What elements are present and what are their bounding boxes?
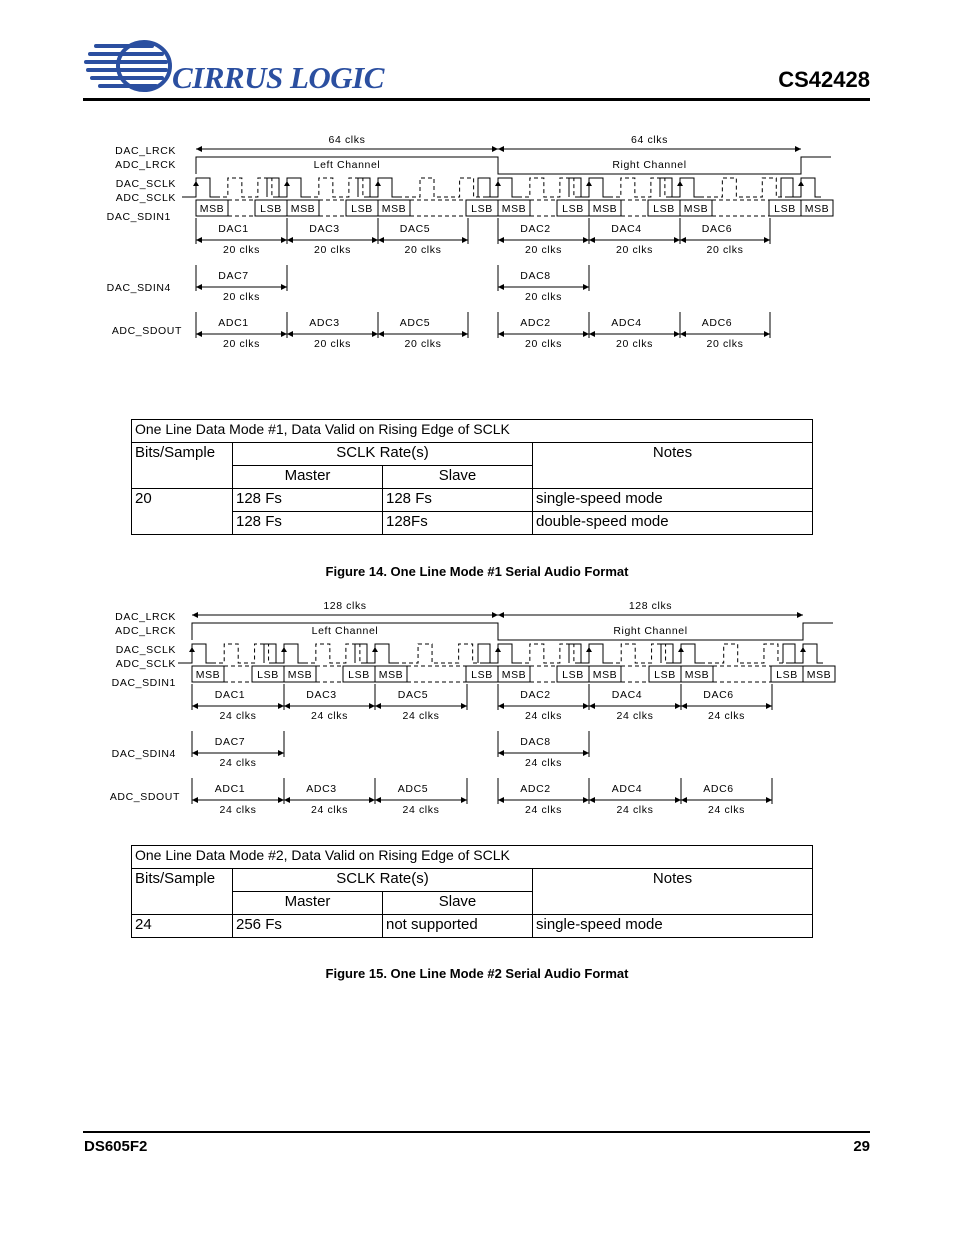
part-number: CS42428 [778, 67, 870, 92]
signal-label-dac-lrck: DAC_LRCK [115, 145, 176, 157]
sclk-pulse [273, 178, 307, 197]
sdin1-slot-label: DAC1 [214, 689, 246, 701]
sdin4-slot-arrow-head-right [281, 284, 287, 290]
spec-table-mode1 [131, 419, 813, 535]
msb-label: MSB [684, 669, 710, 681]
sdin1-slot-label: DAC3 [306, 689, 337, 701]
sclk-rising-arrow [586, 181, 592, 186]
sclk-pulse [484, 644, 518, 663]
sclk-pulse [666, 178, 700, 197]
sdout-slot-label: ADC1 [214, 783, 246, 795]
sclk-pulse [575, 178, 609, 197]
sclk-rising-arrow [372, 647, 378, 652]
sclk-rising-arrow [495, 181, 501, 186]
sdin4-slot-arrow-head-left [498, 284, 504, 290]
sdout-slot-label: ADC2 [520, 783, 551, 795]
signal-label-dac-sclk: DAC_SCLK [115, 178, 176, 190]
sdin1-slot-arrow-head-right [764, 237, 770, 243]
right-clks-label: 64 clks [631, 134, 668, 146]
sdout-slot-clks: 24 clks [311, 804, 348, 816]
sclk-dashed-segment [518, 178, 575, 197]
sdin1-slot-arrow-head-left [589, 237, 595, 243]
sclk-pulse [364, 178, 398, 197]
cell-slave: 128Fs [383, 512, 533, 535]
sdin1-slot-arrow-head-left [498, 703, 504, 709]
sclk-rising-arrow [798, 181, 804, 186]
sdin4-slot-clks: 24 clks [525, 757, 562, 769]
sdout-slot-clks: 24 clks [708, 804, 745, 816]
signal-label-dac-lrck: DAC_LRCK [115, 611, 176, 623]
sdin4-slot-label: DAC7 [214, 736, 246, 748]
right-clks-arrow-head-right [795, 146, 801, 152]
left-channel-label: Left Channel [311, 625, 379, 637]
sdin4-slot-arrow-head-right [583, 284, 589, 290]
table-title: One Line Data Mode #1, Data Valid on Rising Edge of SCLK [132, 420, 813, 443]
cell-notes: single-speed mode [533, 915, 813, 938]
sdin1-slot-clks: 24 clks [616, 710, 654, 722]
sdout-slot-arrow-head-left [284, 797, 290, 803]
col-notes-header: Notes [533, 443, 813, 489]
lsb-label: LSB [562, 203, 584, 215]
sclk-rising-arrow [678, 647, 684, 652]
sclk-pulse [361, 644, 395, 663]
sdout-slot-label: ADC1 [218, 317, 249, 329]
figure-caption: Figure 15. One Line Mode #2 Serial Audio Format [325, 966, 629, 981]
sdout-slot-clks: 24 clks [219, 804, 257, 816]
sdin1-slot-arrow-head-right [766, 703, 772, 709]
col-slave-header: Slave [383, 892, 533, 915]
col-master-header: Master [233, 892, 383, 915]
sdout-slot-arrow-head-right [583, 331, 589, 337]
msb-label: MSB [592, 669, 618, 681]
sdin1-slot-clks: 24 clks [311, 710, 348, 722]
cell-slave: not supported [383, 915, 533, 938]
left-clks-arrow-head-left [192, 612, 198, 618]
sdin1-slot-clks: 24 clks [402, 710, 440, 722]
sdin1-slot-arrow-head-left [589, 703, 595, 709]
sdin1-slot-arrow-head-right [278, 703, 284, 709]
sdout-slot-clks: 20 clks [223, 338, 260, 350]
signal-label-dac-sdin4: DAC_SDIN4 [111, 748, 176, 760]
sclk-lsb-pulse [478, 178, 490, 197]
lsb-label: LSB [774, 203, 796, 215]
sclk-lsb-pulse [478, 644, 490, 663]
sdin4-slot-arrow-head-left [196, 284, 202, 290]
sclk-lsb-pulse [569, 178, 581, 197]
sdout-slot-arrow-head-left [498, 797, 504, 803]
sdin1-slot-label: DAC5 [397, 689, 429, 701]
signal-label-adc-lrck: ADC_LRCK [115, 625, 176, 637]
sclk-rising-arrow [586, 647, 592, 652]
sdout-slot-arrow-head-right [369, 797, 375, 803]
sclk-pulse [787, 178, 821, 197]
sclk-rising-arrow [189, 647, 195, 652]
sdin1-slot-label: DAC4 [611, 689, 643, 701]
table-row [132, 915, 813, 938]
msb-label: MSB [501, 669, 527, 681]
sdin1-slot-arrow-head-right [583, 237, 589, 243]
cell-master: 128 Fs [233, 512, 383, 535]
msb-label: MSB [290, 203, 316, 215]
sdout-slot-arrow-head-right [675, 797, 681, 803]
sclk-dashed-segment [398, 178, 484, 197]
left-clks-arrow-head-right [492, 612, 498, 618]
sclk-pulse [667, 644, 701, 663]
signal-label-dac-sdin1: DAC_SDIN1 [106, 211, 171, 223]
right-clks-arrow-head-left [498, 612, 504, 618]
msb-label: MSB [804, 203, 830, 215]
sdout-slot-clks: 24 clks [616, 804, 654, 816]
sclk-lsb-pulse [661, 644, 673, 663]
cell-slave: 128 Fs [383, 489, 533, 512]
sdout-slot-arrow-head-left [192, 797, 198, 803]
sdout-slot-arrow-head-left [681, 797, 687, 803]
sdout-slot-label: ADC5 [397, 783, 429, 795]
signal-label-adc-sdout: ADC_SDOUT [111, 325, 182, 337]
sclk-rising-arrow [375, 181, 381, 186]
sdin1-slot-arrow-head-left [196, 237, 202, 243]
sdout-slot-arrow-head-left [589, 331, 595, 337]
sdout-slot-clks: 20 clks [404, 338, 442, 350]
sclk-rising-arrow [800, 647, 806, 652]
sclk-dashed-segment [609, 644, 667, 663]
lrck-waveform [192, 623, 833, 640]
sclk-dashed-segment [701, 644, 789, 663]
sclk-lsb-pulse [264, 644, 276, 663]
sdin1-slot-label: DAC3 [309, 223, 340, 235]
table-row [132, 489, 813, 512]
sclk-pulse [789, 644, 823, 663]
msb-label: MSB [195, 669, 221, 681]
left-clks-label: 128 clks [323, 600, 367, 612]
sdin1-slot-label: DAC4 [611, 223, 642, 235]
timing-diagram-mode2 [0, 596, 954, 826]
sdin1-slot-clks: 20 clks [223, 244, 260, 256]
sdin1-slot-clks: 20 clks [616, 244, 653, 256]
sdin1-slot-arrow-head-left [378, 237, 384, 243]
sclk-dashed-segment [395, 644, 484, 663]
sclk-dashed-segment [609, 178, 666, 197]
msb-label: MSB [806, 669, 832, 681]
sdin1-slot-label: DAC1 [218, 223, 249, 235]
sclk-lsb-pulse [660, 178, 672, 197]
cell-bits: 20 [132, 489, 233, 535]
lsb-label: LSB [776, 669, 798, 681]
sdin1-slot-label: DAC6 [703, 689, 734, 701]
sdout-slot-label: ADC6 [703, 783, 734, 795]
sdin4-slot-clks: 24 clks [219, 757, 257, 769]
sclk-pulse [484, 178, 518, 197]
col-slave-header: Slave [383, 466, 533, 489]
sdout-slot-arrow-head-left [375, 797, 381, 803]
sdin1-slot-arrow-head-left [284, 703, 290, 709]
sdin1-slot-arrow-head-right [675, 703, 681, 709]
sdin1-slot-label: DAC2 [520, 223, 551, 235]
sdout-slot-label: ADC3 [306, 783, 337, 795]
sdout-slot-label: ADC4 [611, 783, 643, 795]
sdin1-slot-label: DAC5 [399, 223, 431, 235]
col-sclk-header: SCLK Rate(s) [233, 443, 533, 466]
left-clks-arrow-head-left [196, 146, 202, 152]
msb-label: MSB [287, 669, 313, 681]
sdout-slot-arrow-head-right [278, 797, 284, 803]
doc-id: DS605F2 [84, 1138, 148, 1155]
sdin1-slot-arrow-head-right [462, 237, 468, 243]
sdin1-slot-arrow-head-right [583, 703, 589, 709]
sdout-slot-label: ADC2 [520, 317, 551, 329]
lsb-label: LSB [260, 203, 282, 215]
sdout-slot-arrow-head-right [462, 331, 468, 337]
sdout-slot-arrow-head-right [764, 331, 770, 337]
cell-notes: double-speed mode [533, 512, 813, 535]
cell-notes: single-speed mode [533, 489, 813, 512]
sdin1-slot-clks: 24 clks [525, 710, 562, 722]
sclk-rising-arrow [495, 647, 501, 652]
sdout-slot-clks: 20 clks [616, 338, 653, 350]
signal-label-adc-sclk: ADC_SCLK [115, 658, 176, 670]
sdout-slot-clks: 24 clks [525, 804, 562, 816]
col-bits-header: Bits/Sample [132, 443, 233, 489]
col-sclk-header: SCLK Rate(s) [233, 869, 533, 892]
cell-bits: 24 [132, 915, 233, 938]
sdout-slot-label: ADC5 [399, 317, 431, 329]
sdin1-slot-arrow-head-left [681, 703, 687, 709]
table-title: One Line Data Mode #2, Data Valid on Rising Edge of SCLK [132, 846, 813, 869]
sclk-pulse [182, 178, 216, 197]
sdout-slot-label: ADC6 [701, 317, 733, 329]
sdout-slot-arrow-head-right [281, 331, 287, 337]
sdout-slot-arrow-head-right [372, 331, 378, 337]
msb-label: MSB [501, 203, 527, 215]
lsb-label: LSB [471, 203, 493, 215]
left-clks-label: 64 clks [328, 134, 366, 146]
lsb-label: LSB [654, 669, 676, 681]
sdout-slot-arrow-head-right [766, 797, 772, 803]
sdin1-slot-arrow-head-right [372, 237, 378, 243]
sdin4-slot-label: DAC7 [218, 270, 249, 282]
sdout-slot-arrow-head-left [589, 797, 595, 803]
lsb-label: LSB [562, 669, 584, 681]
lsb-label: LSB [351, 203, 373, 215]
right-channel-label: Right Channel [613, 625, 688, 637]
right-clks-arrow-head-left [498, 146, 504, 152]
sclk-lsb-pulse [783, 644, 795, 663]
msb-label: MSB [378, 669, 404, 681]
signal-label-dac-sclk: DAC_SCLK [115, 644, 176, 656]
sclk-rising-arrow [281, 647, 287, 652]
right-clks-arrow-head-right [797, 612, 803, 618]
sclk-rising-arrow [193, 181, 199, 186]
sdout-slot-arrow-head-left [498, 331, 504, 337]
sdin1-slot-clks: 24 clks [219, 710, 257, 722]
sclk-lsb-pulse [267, 178, 279, 197]
sdin4-slot-label: DAC8 [520, 270, 551, 282]
signal-label-adc-lrck: ADC_LRCK [115, 159, 176, 171]
sclk-lsb-pulse [355, 644, 367, 663]
sdin1-slot-arrow-head-left [498, 237, 504, 243]
sdout-slot-arrow-head-left [287, 331, 293, 337]
msb-label: MSB [683, 203, 709, 215]
sdin1-slot-clks: 24 clks [708, 710, 745, 722]
sdout-slot-label: ADC3 [309, 317, 340, 329]
sclk-dashed-segment [307, 178, 364, 197]
sdout-slot-arrow-head-right [674, 331, 680, 337]
logo-wordmark: CIRRUS LOGIC [172, 60, 384, 95]
signal-label-adc-sdout: ADC_SDOUT [109, 791, 180, 803]
sdin4-slot-arrow-head-right [278, 750, 284, 756]
sclk-pulse [270, 644, 304, 663]
page-number: 29 [853, 1138, 870, 1155]
sclk-rising-arrow [677, 181, 683, 186]
sdin1-slot-clks: 20 clks [314, 244, 351, 256]
sclk-pulse [178, 644, 212, 663]
lsb-label: LSB [653, 203, 675, 215]
sdout-slot-arrow-head-right [461, 797, 467, 803]
sdout-slot-clks: 20 clks [525, 338, 562, 350]
lsb-label: LSB [471, 669, 493, 681]
lsb-label: LSB [348, 669, 370, 681]
sclk-dashed-segment [216, 178, 273, 197]
sdin1-slot-clks: 20 clks [525, 244, 562, 256]
left-clks-arrow-head-right [492, 146, 498, 152]
sclk-dashed-segment [212, 644, 270, 663]
figure-caption: Figure 14. One Line Mode #1 Serial Audio Format [325, 564, 629, 579]
msb-label: MSB [381, 203, 407, 215]
signal-label-dac-sdin1: DAC_SDIN1 [111, 677, 176, 689]
col-master-header: Master [233, 466, 383, 489]
sdout-slot-arrow-head-left [378, 331, 384, 337]
sclk-lsb-pulse [781, 178, 793, 197]
sdout-slot-arrow-head-left [680, 331, 686, 337]
cell-master: 128 Fs [233, 489, 383, 512]
lsb-label: LSB [257, 669, 279, 681]
sdin4-slot-arrow-head-right [583, 750, 589, 756]
sclk-lsb-pulse [358, 178, 370, 197]
sclk-dashed-segment [518, 644, 575, 663]
sdout-slot-arrow-head-left [196, 331, 202, 337]
sdin1-slot-arrow-head-right [461, 703, 467, 709]
sdin1-slot-arrow-head-left [287, 237, 293, 243]
sdin1-slot-clks: 20 clks [404, 244, 442, 256]
sdin4-slot-label: DAC8 [520, 736, 551, 748]
spec-table-mode2 [131, 845, 813, 938]
col-notes-header: Notes [533, 869, 813, 915]
sdin1-slot-arrow-head-left [375, 703, 381, 709]
sdin1-slot-label: DAC2 [520, 689, 551, 701]
lrck-waveform [196, 157, 831, 174]
header-rule [83, 98, 870, 101]
sdout-slot-clks: 24 clks [402, 804, 440, 816]
sdin1-slot-arrow-head-right [281, 237, 287, 243]
sdin4-slot-clks: 20 clks [223, 291, 260, 303]
timing-diagram-mode1 [0, 130, 954, 360]
col-bits-header: Bits/Sample [132, 869, 233, 915]
sclk-pulse [575, 644, 609, 663]
sdin1-slot-arrow-head-right [369, 703, 375, 709]
signal-label-dac-sdin4: DAC_SDIN4 [106, 282, 171, 294]
sdin1-slot-arrow-head-right [674, 237, 680, 243]
right-clks-label: 128 clks [628, 600, 673, 612]
msb-label: MSB [592, 203, 618, 215]
sdout-slot-label: ADC4 [611, 317, 642, 329]
sdin1-slot-arrow-head-left [680, 237, 686, 243]
sdin4-slot-clks: 20 clks [525, 291, 562, 303]
sdout-slot-clks: 20 clks [314, 338, 351, 350]
msb-label: MSB [199, 203, 225, 215]
sdin1-slot-arrow-head-left [192, 703, 198, 709]
left-channel-label: Left Channel [313, 159, 381, 171]
sdin4-slot-arrow-head-left [192, 750, 198, 756]
sdout-slot-arrow-head-right [583, 797, 589, 803]
sclk-dashed-segment [700, 178, 787, 197]
signal-label-adc-sclk: ADC_SCLK [115, 192, 176, 204]
sclk-dashed-segment [304, 644, 361, 663]
sdin1-slot-label: DAC6 [701, 223, 733, 235]
sdin4-slot-arrow-head-left [498, 750, 504, 756]
sdin1-slot-clks: 20 clks [706, 244, 744, 256]
table-row [132, 512, 813, 535]
sclk-lsb-pulse [569, 644, 581, 663]
cell-master: 256 Fs [233, 915, 383, 938]
right-channel-label: Right Channel [612, 159, 687, 171]
footer-rule [83, 1131, 870, 1133]
sdout-slot-clks: 20 clks [706, 338, 744, 350]
sclk-rising-arrow [284, 181, 290, 186]
